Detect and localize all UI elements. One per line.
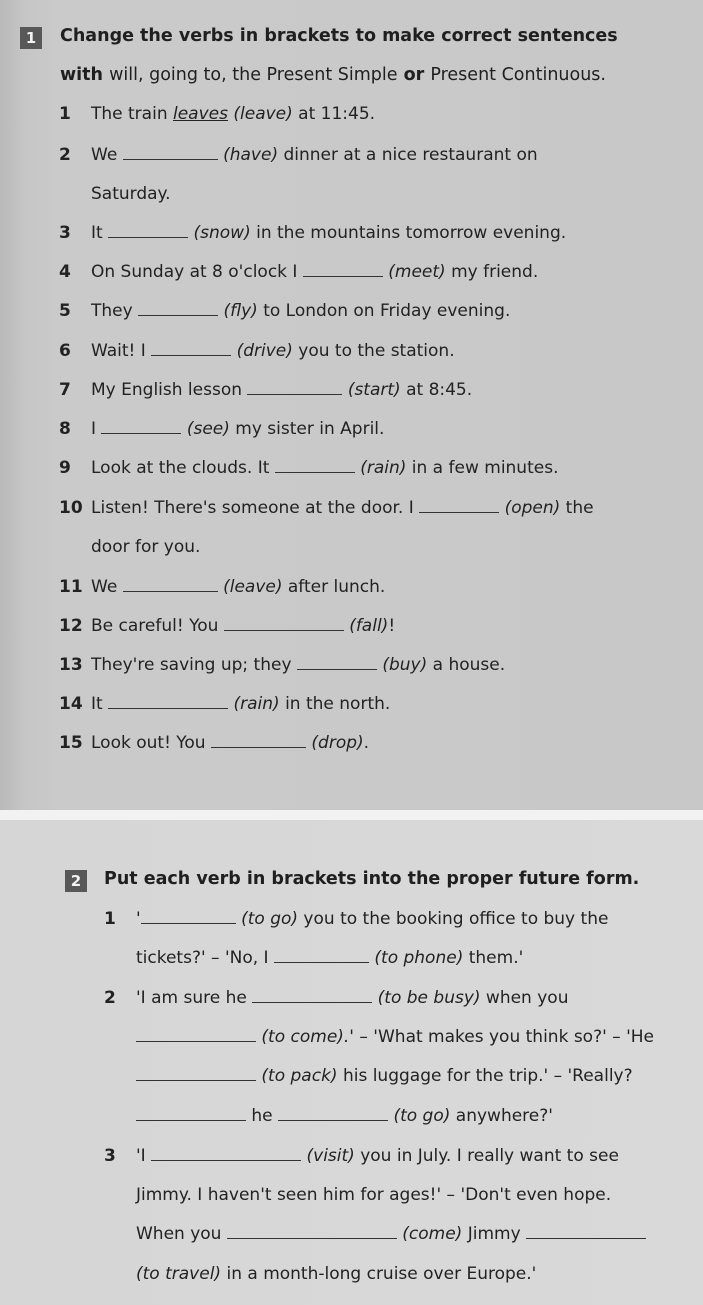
answer-blank[interactable] [123, 145, 218, 160]
exercise-1-item-2-cont: Saturday. [91, 184, 171, 204]
answer-blank[interactable] [138, 301, 218, 316]
answer-blank[interactable] [108, 223, 188, 238]
answer-blank[interactable] [419, 498, 499, 513]
answer-blank[interactable] [297, 655, 377, 670]
answer-blank[interactable] [247, 380, 342, 395]
exercise-2-item-3-cont1: Jimmy. I haven't seen him for ages!' – 'Don't even hope. [136, 1185, 612, 1205]
exercise-2-item-3-cont2: When you (come) Jimmy [136, 1224, 646, 1244]
exercise-1-number: 1 [20, 27, 42, 49]
exercise-2-item-2-cont1: (to come).' – 'What makes you think so?' – 'He [136, 1027, 654, 1047]
answer-blank[interactable] [278, 1106, 388, 1121]
exercise-1-item-2: 2 We (have) dinner at a nice restaurant on [59, 145, 538, 165]
answer-blank[interactable] [151, 341, 231, 356]
answer-example: leaves [173, 104, 228, 124]
exercise-2-item-2-cont2: (to pack) his luggage for the trip.' – 'Really? [136, 1066, 633, 1086]
answer-blank[interactable] [274, 948, 369, 963]
exercise-1-item-8: 8 I (see) my sister in April. [59, 419, 385, 439]
exercise-1-item-11: 11 We (leave) after lunch. [59, 577, 386, 597]
answer-blank[interactable] [252, 988, 372, 1003]
answer-blank[interactable] [108, 694, 228, 709]
exercise-1-item-7: 7 My English lesson (start) at 8:45. [59, 380, 473, 400]
answer-blank[interactable] [136, 1106, 246, 1121]
exercise-1-item-10: 10 Listen! There's someone at the door. I (open) the [59, 498, 594, 518]
exercise-2-title: Put each verb in brackets into the proper future form. [104, 869, 640, 889]
answer-blank[interactable] [211, 733, 306, 748]
exercise-2-item-2: 2 'I am sure he (to be busy) when you [104, 988, 569, 1008]
exercise-2-item-2-cont3: he (to go) anywhere?' [136, 1106, 553, 1126]
answer-blank[interactable] [224, 616, 344, 631]
answer-blank[interactable] [101, 419, 181, 434]
exercise-1-item-13: 13 They're saving up; they (buy) a house. [59, 655, 506, 675]
exercise-1-item-9: 9 Look at the clouds. It (rain) in a few minutes. [59, 458, 559, 478]
exercise-1-title-line2: with will, going to, the Present Simple or Present Continuous. [60, 65, 606, 85]
exercise-2-item-3: 3 'I (visit) you in July. I really want to see [104, 1146, 619, 1166]
exercise-1-item-1: 1 The train leaves (leave) at 11:45. [59, 104, 376, 124]
answer-blank[interactable] [303, 262, 383, 277]
answer-blank[interactable] [136, 1027, 256, 1042]
exercise-1-item-10-cont: door for you. [91, 537, 201, 557]
answer-blank[interactable] [275, 458, 355, 473]
exercise-2-item-1: 1 ' (to go) you to the booking office to buy the [104, 909, 609, 929]
exercise-1-item-6: 6 Wait! I (drive) you to the station. [59, 341, 455, 361]
exercise-2-number: 2 [65, 870, 87, 892]
exercise-1-item-3: 3 It (snow) in the mountains tomorrow evening. [59, 223, 567, 243]
answer-blank[interactable] [526, 1224, 646, 1239]
answer-blank[interactable] [136, 1066, 256, 1081]
exercise-1-title-line1: Change the verbs in brackets to make correct sentences [60, 26, 618, 46]
exercise-2-panel [0, 820, 703, 1305]
exercise-2-item-1-cont: tickets?' – 'No, I (to phone) them.' [136, 948, 524, 968]
answer-blank[interactable] [151, 1146, 301, 1161]
section-divider [0, 810, 703, 820]
exercise-1-item-15: 15 Look out! You (drop). [59, 733, 370, 753]
exercise-1-item-12: 12 Be careful! You (fall)! [59, 616, 396, 636]
exercise-2-item-3-cont3: (to travel) in a month-long cruise over Europe.' [136, 1264, 537, 1284]
exercise-1-item-14: 14 It (rain) in the north. [59, 694, 391, 714]
answer-blank[interactable] [227, 1224, 397, 1239]
answer-blank[interactable] [123, 577, 218, 592]
exercise-1-item-5: 5 They (fly) to London on Friday evening. [59, 301, 511, 321]
exercise-1-item-4: 4 On Sunday at 8 o'clock I (meet) my friend. [59, 262, 539, 282]
answer-blank[interactable] [141, 909, 236, 924]
